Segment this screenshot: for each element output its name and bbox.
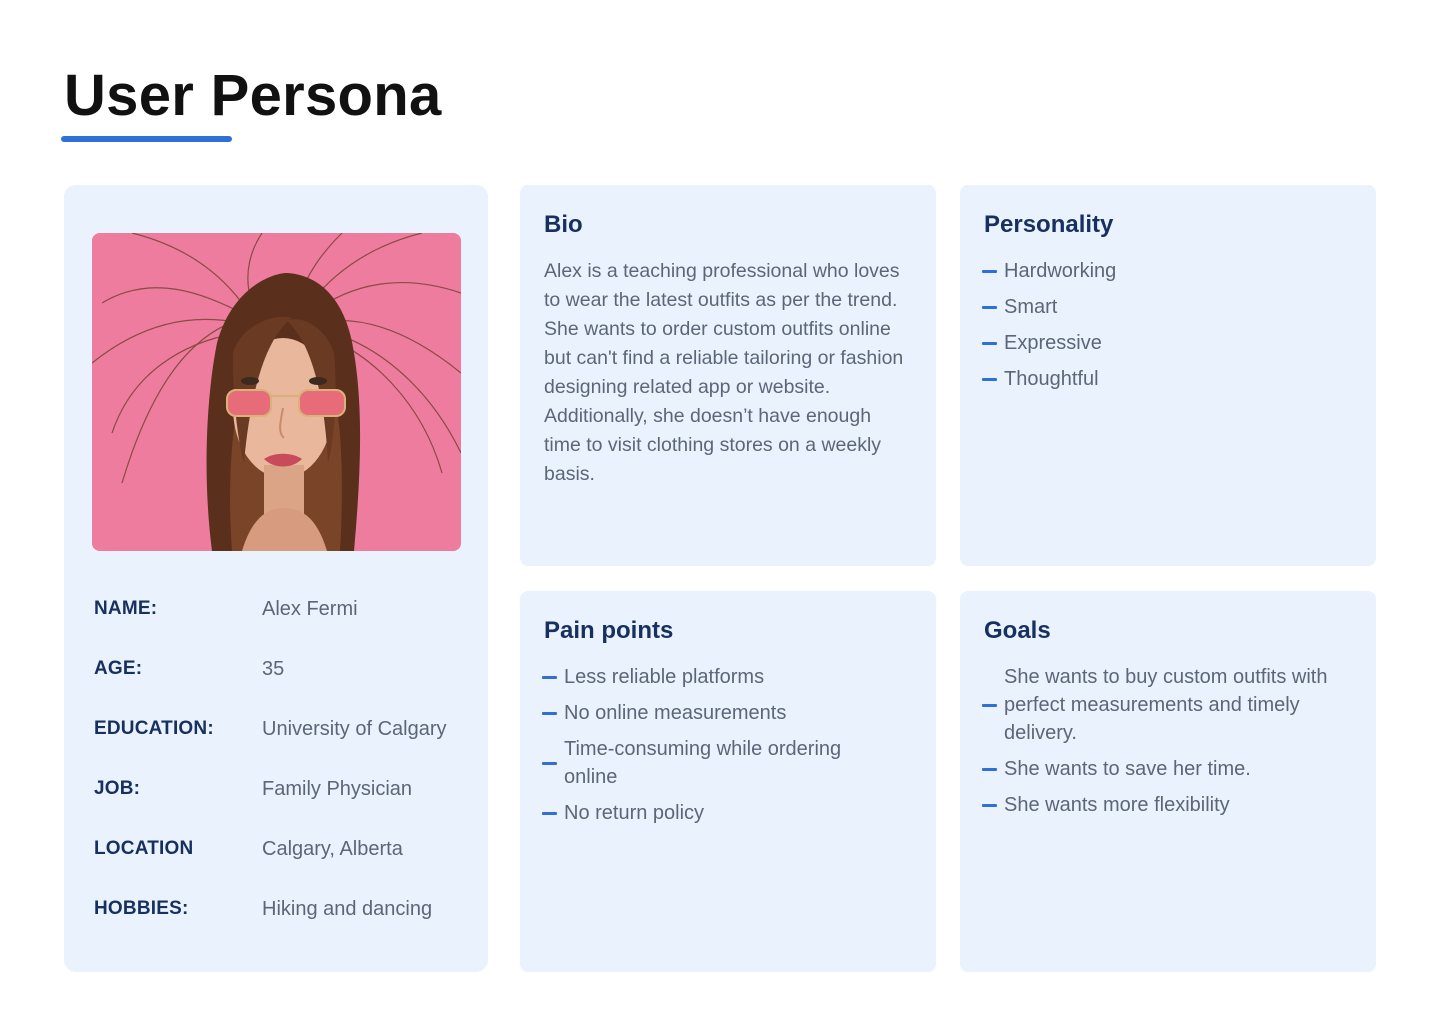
info-row-education bbox=[94, 718, 474, 744]
age-value: 35 bbox=[262, 658, 285, 680]
personality-heading: Personality bbox=[984, 211, 1114, 238]
list-item: Less reliable platforms bbox=[542, 663, 912, 691]
info-row-job bbox=[94, 778, 474, 804]
list-item: Thoughtful bbox=[982, 365, 1352, 393]
pain-points-list bbox=[542, 663, 912, 835]
persona-portrait-photo bbox=[92, 233, 461, 551]
goals-card bbox=[960, 591, 1376, 972]
dash-bullet-icon bbox=[542, 762, 557, 765]
pain-points-heading: Pain points bbox=[544, 617, 674, 644]
dash-bullet-icon bbox=[982, 804, 997, 807]
location-label: LOCATION bbox=[94, 838, 194, 859]
goals-list bbox=[982, 663, 1352, 827]
dash-bullet-icon bbox=[982, 306, 997, 309]
page-title: User Persona bbox=[64, 63, 442, 128]
list-item: She wants to buy custom outfits with perfect measurements and timely delivery. bbox=[982, 663, 1334, 747]
info-row-hobbies bbox=[94, 898, 474, 924]
bio-card bbox=[520, 185, 936, 566]
job-value: Family Physician bbox=[262, 778, 413, 800]
list-item: She wants more flexibility bbox=[982, 791, 1352, 819]
age-label: AGE: bbox=[94, 658, 143, 679]
bio-text: Alex is a teaching professional who loves to wear the latest outfits as per the trend. She wants to order custom outfits online but can't find a reliable tailoring or fashion designing related app or website. Additionally, she doesn’t have enough time to visit clothing stores on a weekly basis. bbox=[544, 260, 904, 485]
list-item: She wants to save her time. bbox=[982, 755, 1352, 783]
education-label: EDUCATION: bbox=[94, 718, 214, 739]
hobbies-label: HOBBIES: bbox=[94, 898, 189, 919]
list-item: Hardworking bbox=[982, 257, 1352, 285]
name-label: NAME: bbox=[94, 598, 158, 619]
location-value: Calgary, Alberta bbox=[262, 838, 403, 860]
personality-card bbox=[960, 185, 1376, 566]
dash-bullet-icon bbox=[542, 712, 557, 715]
profile-card bbox=[64, 185, 488, 972]
name-value: Alex Fermi bbox=[262, 598, 358, 620]
job-label: JOB: bbox=[94, 778, 141, 799]
dash-bullet-icon bbox=[542, 676, 557, 679]
dash-bullet-icon bbox=[542, 812, 557, 815]
dash-bullet-icon bbox=[982, 342, 997, 345]
bio-heading: Bio bbox=[544, 211, 583, 238]
list-item: No return policy bbox=[542, 799, 912, 827]
dash-bullet-icon bbox=[982, 704, 997, 707]
personality-list bbox=[982, 257, 1352, 401]
title-underline bbox=[61, 136, 232, 142]
dash-bullet-icon bbox=[982, 768, 997, 771]
info-row-location bbox=[94, 838, 474, 864]
info-row-name bbox=[94, 598, 474, 624]
list-item: Time-consuming while ordering online bbox=[542, 735, 894, 791]
dash-bullet-icon bbox=[982, 378, 997, 381]
dash-bullet-icon bbox=[982, 270, 997, 273]
list-item: Expressive bbox=[982, 329, 1352, 357]
hobbies-value: Hiking and dancing bbox=[262, 898, 433, 920]
list-item: No online measurements bbox=[542, 699, 912, 727]
pain-points-card bbox=[520, 591, 936, 972]
education-value: University of Calgary bbox=[262, 718, 447, 740]
info-row-age bbox=[94, 658, 474, 684]
goals-heading: Goals bbox=[984, 617, 1051, 644]
list-item: Smart bbox=[982, 293, 1352, 321]
